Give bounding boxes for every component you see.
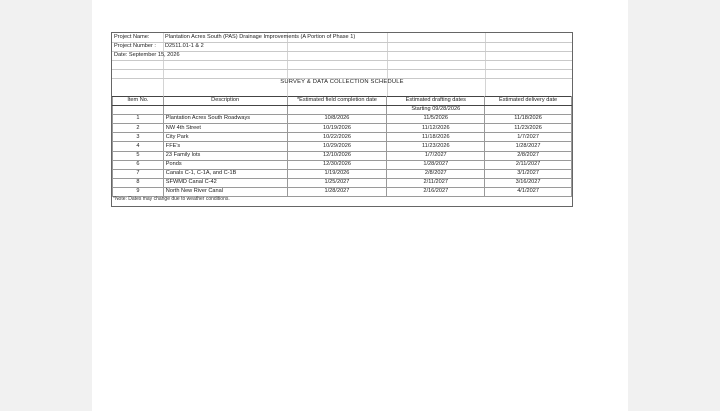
left-margin xyxy=(0,0,92,411)
cell-drafting-date: 1/7/2027 xyxy=(387,151,485,160)
cell-field-date: 1/19/2026 xyxy=(287,169,387,178)
table-row xyxy=(113,124,572,133)
column-header-delivery: Estimated delivery date xyxy=(485,97,572,106)
table-row xyxy=(113,133,572,142)
cell-description: North New River Canal xyxy=(163,187,287,196)
cell-delivery-date: 3/16/2027 xyxy=(485,178,572,187)
cell-delivery-date: 3/1/2027 xyxy=(485,169,572,178)
cell-field-date: 12/10/2026 xyxy=(287,151,387,160)
cell-field-date: 10/19/2026 xyxy=(287,124,387,133)
cell-delivery-date: 11/18/2026 xyxy=(485,115,572,124)
cell-delivery-date: 1/28/2027 xyxy=(485,142,572,151)
cell-drafting-date: 11/23/2026 xyxy=(387,142,485,151)
cell-delivery-date: 11/23/2026 xyxy=(485,124,572,133)
right-margin xyxy=(628,0,720,411)
cell-field-date: 1/28/2027 xyxy=(287,187,387,196)
table-row xyxy=(113,178,572,187)
table-row xyxy=(113,115,572,124)
project-name-value: Plantation Acres South (PAS) Drainage Improvements (A Portion of Phase 1) xyxy=(165,33,356,40)
cell-item: 9 xyxy=(113,187,164,196)
weather-note: *Note: Dates may change due to weather conditions. xyxy=(113,196,230,202)
column-header-drafting: Estimated drafting dates xyxy=(387,97,485,106)
project-number-label: Project Number : xyxy=(114,42,156,49)
column-header-item: Item No. xyxy=(113,97,164,106)
cell-description: City Park xyxy=(163,133,287,142)
cell-item: 6 xyxy=(113,160,164,169)
blank-row xyxy=(112,69,572,79)
cell-drafting-date: 11/12/2026 xyxy=(387,124,485,133)
table-row xyxy=(113,142,572,151)
cell-field-date: 1/25/2027 xyxy=(287,178,387,187)
cell-delivery-date: 4/1/2027 xyxy=(485,187,572,196)
cell-description: Ponds xyxy=(163,160,287,169)
column-header-field-completion: *Estimated field completion date xyxy=(287,97,387,106)
starting-note: Starting 09/28/2026 xyxy=(387,106,485,115)
cell-item: 4 xyxy=(113,142,164,151)
cell-field-date: 10/22/2026 xyxy=(287,133,387,142)
cell-description: SFWMD Canal C-42 xyxy=(163,178,287,187)
cell-field-date: 10/29/2026 xyxy=(287,142,387,151)
cell-description: FFE's xyxy=(163,142,287,151)
table-row xyxy=(113,169,572,178)
cell-description: Plantation Acres South Roadways xyxy=(163,115,287,124)
cell-description: Canals C-1, C-1A, and C-1B xyxy=(163,169,287,178)
cell-item: 3 xyxy=(113,133,164,142)
cell-delivery-date: 2/8/2027 xyxy=(485,151,572,160)
cell-delivery-date: 2/11/2027 xyxy=(485,160,572,169)
cell-drafting-date: 1/28/2027 xyxy=(387,160,485,169)
cell-item: 5 xyxy=(113,151,164,160)
project-name-label: Project Name: xyxy=(114,33,150,40)
cell-item: 8 xyxy=(113,178,164,187)
cell-drafting-date: 11/5/2026 xyxy=(387,115,485,124)
cell-field-date: 10/8/2026 xyxy=(287,115,387,124)
cell-delivery-date: 1/7/2027 xyxy=(485,133,572,142)
cell-drafting-date: 11/18/2026 xyxy=(387,133,485,142)
cell-item: 7 xyxy=(113,169,164,178)
project-date: Date: September 15, 2026 xyxy=(114,51,180,58)
cell-item: 1 xyxy=(113,115,164,124)
schedule-title: SURVEY & DATA COLLECTION SCHEDULE xyxy=(280,79,404,85)
cell-drafting-date: 2/16/2027 xyxy=(387,187,485,196)
schedule-sheet xyxy=(111,32,573,207)
schedule-table xyxy=(112,96,572,197)
table-header-row xyxy=(113,97,572,106)
cell-description: 23 Family lots xyxy=(163,151,287,160)
project-number-value: D2511.01-1 & 2 xyxy=(165,42,204,49)
table-row xyxy=(113,160,572,169)
cell-drafting-date: 2/8/2027 xyxy=(387,169,485,178)
starting-row xyxy=(113,106,572,115)
cell-drafting-date: 2/11/2027 xyxy=(387,178,485,187)
table-row xyxy=(113,151,572,160)
column-header-description: Description xyxy=(163,97,287,106)
cell-description: NW 4th Street xyxy=(163,124,287,133)
cell-field-date: 12/30/2026 xyxy=(287,160,387,169)
cell-item: 2 xyxy=(113,124,164,133)
